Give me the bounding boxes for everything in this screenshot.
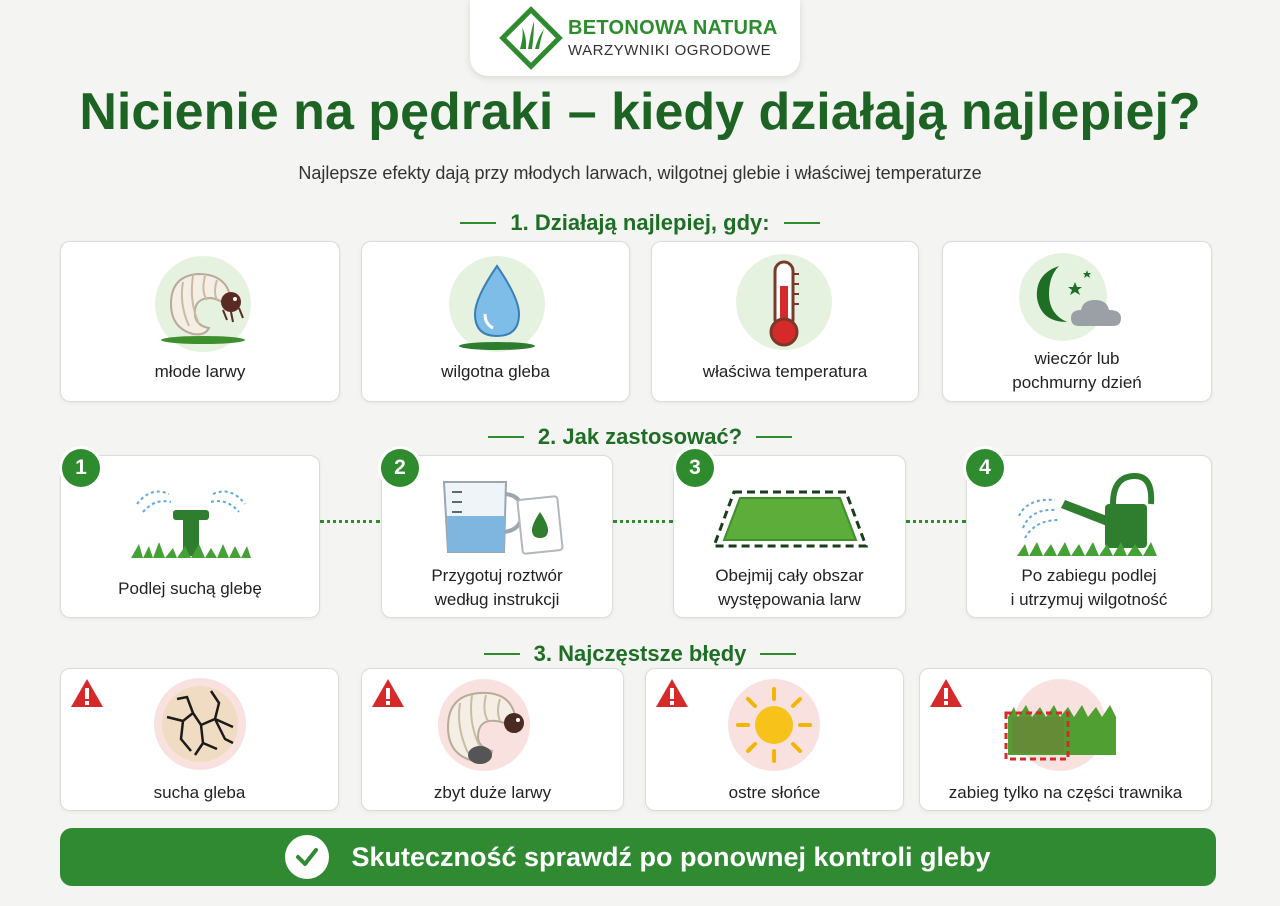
moon-cloud-icon	[1009, 252, 1139, 342]
partial-lawn-icon	[998, 677, 1122, 773]
measuring-jug-icon	[436, 472, 566, 556]
brand-name: BETONOWA NATURA	[568, 17, 778, 39]
brand-logo-box	[470, 0, 800, 76]
mistake-label-strong-sun: ostre słońce	[728, 783, 821, 802]
condition-label-young-larvae: młode larwy	[154, 362, 246, 381]
mistake-card-partial-treatment	[919, 668, 1212, 811]
step-label-2-line2: według instrukcji	[434, 590, 560, 609]
condition-card-moist-soil	[361, 241, 630, 402]
page-subtitle: Najlepsze efekty dają przy młodych larwach, wilgotnej glebie i właściwej temperaturze	[298, 163, 982, 183]
mistake-label-large-larvae: zbyt duże larwy	[433, 783, 552, 802]
step-label-2-line1: Przygotuj roztwór	[431, 566, 563, 585]
condition-card-temperature	[651, 241, 919, 402]
water-drop-icon	[447, 254, 547, 354]
step-number-badge-4: 4	[966, 449, 1004, 487]
cracked-soil-icon	[153, 677, 247, 771]
step-connector	[906, 520, 966, 523]
brand-logo-icon	[498, 5, 564, 71]
watering-can-icon	[1015, 468, 1165, 560]
condition-label-temperature: właściwa temperatura	[702, 362, 868, 381]
step-label-4	[967, 564, 1211, 612]
section-1-heading	[0, 210, 1280, 236]
step-card-2	[381, 455, 613, 618]
section-3-heading	[0, 641, 1280, 667]
condition-label-evening-cloudy	[943, 347, 1211, 395]
step-number-badge-3: 3	[676, 449, 714, 487]
step-number-badge-2: 2	[381, 449, 419, 487]
step-number-badge-1: 1	[62, 449, 100, 487]
mistake-label-partial-treatment: zabieg tylko na części trawnika	[948, 783, 1183, 802]
warning-icon	[69, 677, 105, 709]
condition-card-young-larvae	[60, 241, 340, 402]
warning-icon	[928, 677, 964, 709]
step-card-1	[60, 455, 320, 618]
section-2-heading	[0, 424, 1280, 450]
page-title: Nicienie na pędraki – kiedy działają najlepiej?	[79, 83, 1201, 141]
step-label-4-line1: Po zabiegu podlej	[1021, 566, 1157, 585]
step-label-3-line1: Obejmij cały obszar	[715, 566, 864, 585]
condition-card-evening-cloudy	[942, 241, 1212, 402]
brand-tagline: WARZYWNIKI OGRODOWE	[568, 42, 772, 59]
sprinkler-icon	[129, 474, 253, 564]
grub-icon	[153, 254, 253, 354]
step-label-3-line2: występowania larw	[718, 590, 861, 609]
step-card-4	[966, 455, 1212, 618]
warning-icon	[370, 677, 406, 709]
step-label-2	[382, 564, 612, 612]
mistake-card-strong-sun	[645, 668, 904, 811]
warning-icon	[654, 677, 690, 709]
step-connector	[320, 520, 380, 523]
sun-icon	[726, 677, 822, 773]
mistake-card-dry-soil	[60, 668, 339, 811]
condition-label-moist-soil: wilgotna gleba	[441, 362, 550, 381]
condition-label-evening-line2: pochmurny dzień	[1012, 373, 1142, 392]
step-label-4-line2: i utrzymuj wilgotność	[1010, 590, 1168, 609]
footer-banner	[60, 828, 1216, 886]
section-1-heading-text: 1. Działają najlepiej, gdy:	[510, 210, 770, 235]
check-icon	[285, 835, 329, 879]
mistake-card-large-larvae	[361, 668, 624, 811]
lawn-area-icon	[710, 486, 870, 556]
condition-label-evening-line1: wieczór lub	[1034, 349, 1120, 368]
thermometer-icon	[734, 252, 834, 352]
mistake-label-dry-soil: sucha gleba	[153, 783, 246, 802]
large-grub-icon	[436, 677, 532, 773]
step-connector	[613, 520, 673, 523]
footer-banner-text: Skuteczność sprawdź po ponownej kontroli gleby	[351, 841, 991, 872]
step-label-3	[674, 564, 905, 612]
section-3-heading-text: 3. Najczęstsze błędy	[533, 641, 747, 666]
step-label-1: Podlej suchą glebę	[118, 579, 262, 598]
section-2-heading-text: 2. Jak zastosować?	[537, 424, 743, 449]
